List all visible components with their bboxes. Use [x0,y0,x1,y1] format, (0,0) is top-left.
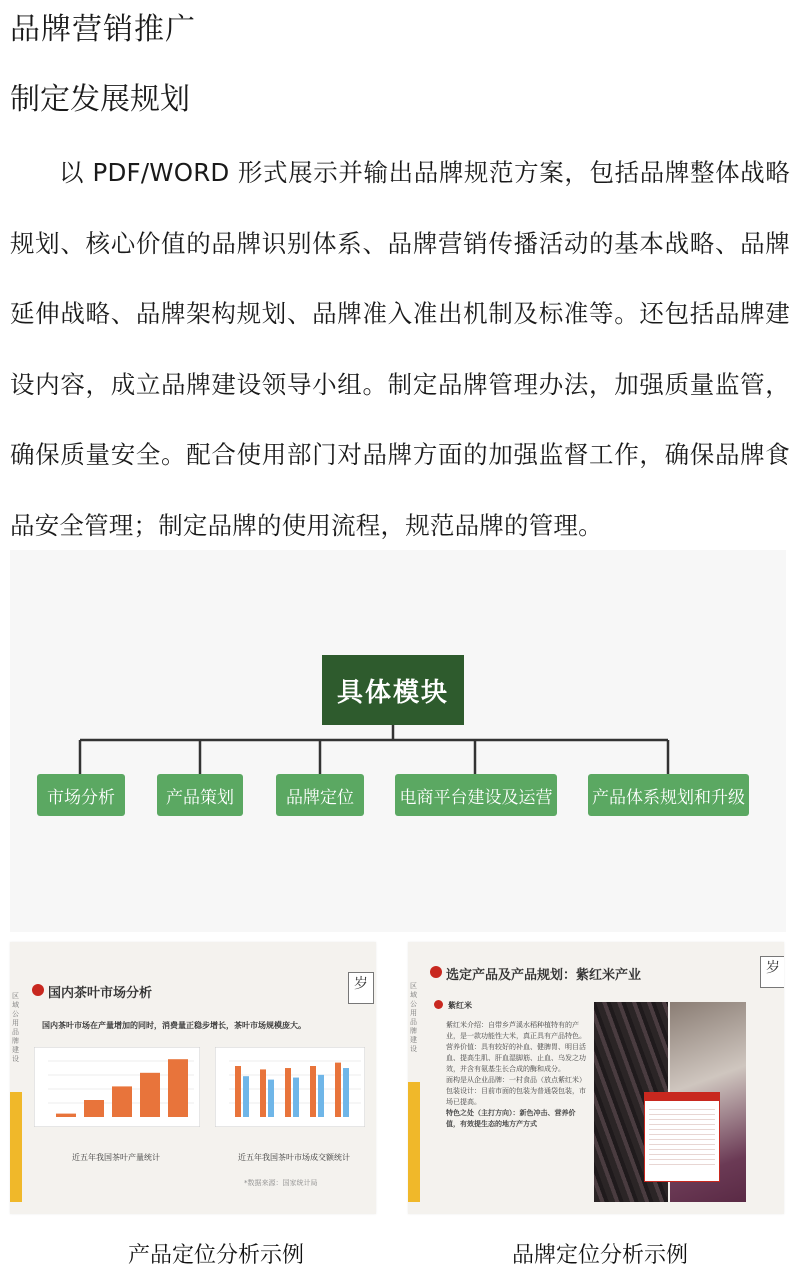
chart2-bar-orange [260,1069,266,1117]
module-product-planning: 产品策划 [157,774,243,816]
chart2-bar-orange [285,1068,291,1117]
slide2-bullet: 紫红米介绍：自带乡芦溪水稻种植特有的产业，是一款功能性大米，真正具有产品特色。 [446,1021,586,1040]
slide2-side-label: 区域公用品牌建设 [410,982,417,1053]
chart1-bar [112,1086,132,1117]
slide1-chart2-caption: 近五年我国茶叶市场成交额统计 [238,1153,350,1162]
module-brand-positioning: 品牌定位 [276,774,364,816]
slide2-heading-dot [430,966,442,978]
slide2-seal: 岁 [760,956,784,988]
slide2-sub-dot [434,1000,443,1009]
product-positioning-slide [10,942,376,1214]
slide1-heading: 国内茶叶市场分析 [48,986,153,1001]
slide2-bullet: 包装设计：目前市面的包装为普通袋包装，市场已提高。 [446,1087,586,1106]
chart1-bar [56,1114,76,1117]
chart2-bar-orange [310,1066,316,1117]
slide1-chart1-caption: 近五年我国茶叶产量统计 [72,1153,160,1162]
slide1-seal: 岁 [348,972,374,1004]
slide2-side-bar [408,1082,420,1202]
chart1-bar [84,1100,104,1117]
caption-product-example: 产品定位分析示例 [128,1243,305,1268]
chart1-bar [168,1059,188,1117]
root-module-box: 具体模块 [322,655,464,725]
chart2-bar-orange [235,1066,241,1117]
slide1-side-bar [10,1092,22,1202]
slide2-bullet: 面构是从企业品牌：一村食品（放点紫红米） [446,1076,586,1084]
section-heading: 制定发展规划 [10,82,190,117]
nutrition-label [644,1092,720,1182]
slide1-note: 国内茶叶市场在产量增加的同时，消费量正稳步增长，茶叶市场规模庞大。 [42,1021,306,1030]
slide1-production-chart [34,1047,200,1127]
chart2-bar-blue [243,1076,249,1117]
slide2-bullet: 营养价值：具有较好的补血、健脾胃、明目活血、提高生肌、肝血湿脚筋、止血、乌发之功效，并含有氨基生长合成的酶和成分。 [446,1043,586,1073]
slide1-source: *数据来源：国家统计局 [244,1179,318,1187]
chart2-bar-blue [268,1080,274,1117]
slide2-bullet-list [446,1020,588,1130]
chart2-bar-blue [343,1068,349,1117]
slide2-heading: 选定产品及产品规划：紫红米产业 [446,968,642,983]
slide2-sub-heading: 紫红米 [448,1001,472,1010]
slide1-trade-chart [215,1047,365,1127]
slide1-heading-dot [32,984,44,996]
diagram-connectors [10,550,786,932]
module-diagram [10,550,786,932]
module-market-analysis: 市场分析 [37,774,125,816]
slide1-side-label: 区域公用品牌建设 [12,992,19,1063]
caption-brand-example: 品牌定位分析示例 [512,1243,689,1268]
slide2-bullet: 特色之处（主打方向）：新色冲击、营养价值，有效提生态的地方产方式 [446,1109,576,1128]
module-product-system: 产品体系规划和升级 [588,774,749,816]
body-paragraph: 以 PDF/WORD 形式展示并输出品牌规范方案，包括品牌整体战略规划、核心价值的品牌识别体系、品牌营销传播活动的基本战略、品牌延伸战略、品牌架构规划、品牌准入准出机制及标准等。还包括品牌建设内容，成立品牌建设领导小组。制定品牌管理办法，加强质量监管，确保质量安全。配合使用部门对品牌方面的加强监督工作，确保品牌食品安全管理；制定品牌的使用流程，规范品牌的管理。 [10,158,790,540]
brand-positioning-slide [408,942,784,1214]
chart2-bar-orange [335,1063,341,1117]
chart2-bar-blue [293,1078,299,1117]
chart2-bar-blue [318,1075,324,1117]
page-title: 品牌营销推广 [10,12,196,47]
module-ecommerce: 电商平台建设及运营 [395,774,557,816]
chart1-bar [140,1073,160,1117]
